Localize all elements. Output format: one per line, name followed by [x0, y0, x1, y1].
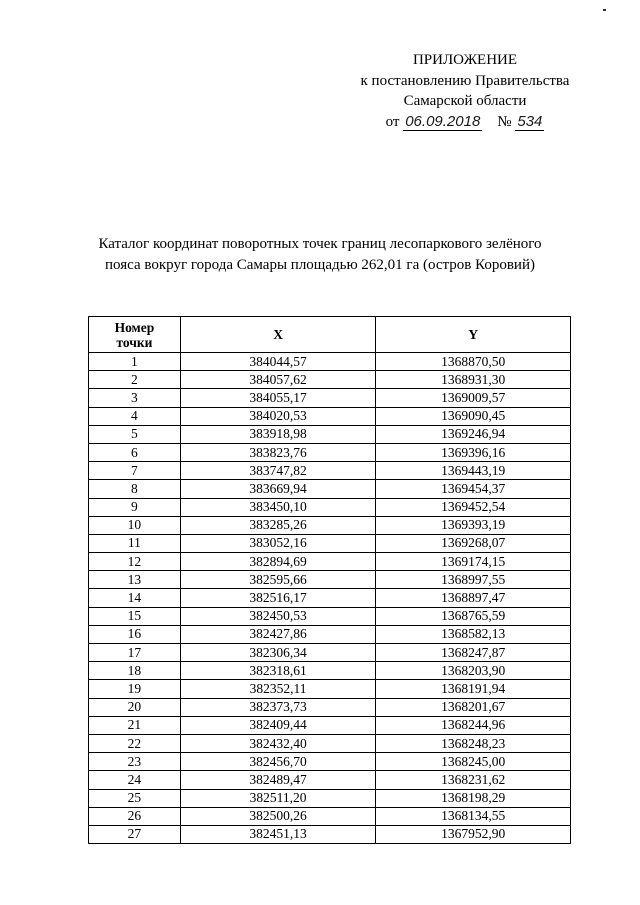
point-number-cell: 4 — [89, 407, 181, 425]
y-coordinate-cell: 1368244,96 — [376, 716, 571, 734]
x-coordinate-cell: 382306,34 — [180, 644, 376, 662]
x-coordinate-cell: 382595,66 — [180, 571, 376, 589]
table-row — [89, 371, 571, 389]
x-coordinate-cell: 382450,53 — [180, 607, 376, 625]
y-coordinate-cell: 1369268,07 — [376, 534, 571, 552]
point-number-cell: 19 — [89, 680, 181, 698]
y-coordinate-cell: 1368134,55 — [376, 807, 571, 825]
y-coordinate-cell: 1369454,37 — [376, 480, 571, 498]
point-number-cell: 1 — [89, 353, 181, 371]
table-row — [89, 443, 571, 461]
y-coordinate-cell: 1368201,67 — [376, 698, 571, 716]
table-row — [89, 553, 571, 571]
table-row — [89, 625, 571, 643]
table-row — [89, 716, 571, 734]
table-row — [89, 734, 571, 752]
header-y: Y — [376, 317, 571, 353]
table-row — [89, 789, 571, 807]
table-row — [89, 571, 571, 589]
x-coordinate-cell: 383052,16 — [180, 534, 376, 552]
header-num-line1: Номер — [114, 319, 155, 335]
x-coordinate-cell: 382500,26 — [180, 807, 376, 825]
y-coordinate-cell: 1368997,55 — [376, 571, 571, 589]
x-coordinate-cell: 383669,94 — [180, 480, 376, 498]
number-prefix: № — [497, 113, 512, 130]
point-number-cell: 23 — [89, 753, 181, 771]
x-coordinate-cell: 382516,17 — [180, 589, 376, 607]
x-coordinate-cell: 382456,70 — [180, 753, 376, 771]
table-row — [89, 480, 571, 498]
point-number-cell: 12 — [89, 553, 181, 571]
x-coordinate-cell: 382894,69 — [180, 553, 376, 571]
y-coordinate-cell: 1368245,00 — [376, 753, 571, 771]
x-coordinate-cell: 382511,20 — [180, 789, 376, 807]
y-coordinate-cell: 1368248,23 — [376, 734, 571, 752]
point-number-cell: 13 — [89, 571, 181, 589]
x-coordinate-cell: 383285,26 — [180, 516, 376, 534]
y-coordinate-cell: 1368897,47 — [376, 589, 571, 607]
point-number-cell: 9 — [89, 498, 181, 516]
table-row — [89, 516, 571, 534]
point-number-cell: 26 — [89, 807, 181, 825]
x-coordinate-cell: 384057,62 — [180, 371, 376, 389]
x-coordinate-cell: 384055,17 — [180, 389, 376, 407]
table-row — [89, 662, 571, 680]
coordinates-table — [88, 316, 571, 844]
y-coordinate-cell: 1369090,45 — [376, 407, 571, 425]
x-coordinate-cell: 384020,53 — [180, 407, 376, 425]
table-row — [89, 807, 571, 825]
table-header-row — [89, 317, 571, 353]
point-number-cell: 20 — [89, 698, 181, 716]
header-num-line2: точки — [116, 334, 153, 350]
table-row — [89, 753, 571, 771]
x-coordinate-cell: 384044,57 — [180, 353, 376, 371]
point-number-cell: 8 — [89, 480, 181, 498]
table-body — [89, 353, 571, 844]
x-coordinate-cell: 382318,61 — [180, 662, 376, 680]
point-number-cell: 16 — [89, 625, 181, 643]
y-coordinate-cell: 1367952,90 — [376, 825, 571, 843]
y-coordinate-cell: 1368765,59 — [376, 607, 571, 625]
point-number-cell: 17 — [89, 644, 181, 662]
x-coordinate-cell: 382489,47 — [180, 771, 376, 789]
x-coordinate-cell: 382432,40 — [180, 734, 376, 752]
y-coordinate-cell: 1368198,29 — [376, 789, 571, 807]
appendix-line-decree: к постановлению Правительства — [360, 72, 570, 89]
table-row — [89, 389, 571, 407]
header-point-number — [89, 317, 181, 353]
x-coordinate-cell: 382352,11 — [180, 680, 376, 698]
point-number-cell: 18 — [89, 662, 181, 680]
x-coordinate-cell: 383918,98 — [180, 425, 376, 443]
x-coordinate-cell: 382409,44 — [180, 716, 376, 734]
table-row — [89, 498, 571, 516]
handwritten-number: 534 — [517, 112, 543, 130]
point-number-cell: 22 — [89, 734, 181, 752]
y-coordinate-cell: 1368247,87 — [376, 644, 571, 662]
point-number-cell: 27 — [89, 825, 181, 843]
table-row — [89, 644, 571, 662]
table-row — [89, 534, 571, 552]
point-number-cell: 3 — [89, 389, 181, 407]
appendix-line-region: Самарской области — [403, 93, 527, 109]
point-number-cell: 7 — [89, 462, 181, 480]
y-coordinate-cell: 1368931,30 — [376, 371, 571, 389]
table-row — [89, 462, 571, 480]
table-row — [89, 353, 571, 371]
point-number-cell: 10 — [89, 516, 181, 534]
table-row — [89, 425, 571, 443]
y-coordinate-cell: 1369452,54 — [376, 498, 571, 516]
point-number-cell: 15 — [89, 607, 181, 625]
y-coordinate-cell: 1368870,50 — [376, 353, 571, 371]
table-row — [89, 825, 571, 843]
table-row — [89, 589, 571, 607]
x-coordinate-cell: 382451,13 — [180, 825, 376, 843]
table-row — [89, 771, 571, 789]
y-coordinate-cell: 1368582,13 — [376, 625, 571, 643]
x-coordinate-cell: 382373,73 — [180, 698, 376, 716]
y-coordinate-cell: 1369246,94 — [376, 425, 571, 443]
table-row — [89, 698, 571, 716]
date-prefix: от — [385, 113, 400, 130]
y-coordinate-cell: 1369396,16 — [376, 443, 571, 461]
title-line-2: пояса вокруг города Самары площадью 262,01 га (остров Коровий) — [105, 257, 535, 273]
point-number-cell: 24 — [89, 771, 181, 789]
y-coordinate-cell: 1369393,19 — [376, 516, 571, 534]
y-coordinate-cell: 1368203,90 — [376, 662, 571, 680]
appendix-label: ПРИЛОЖЕНИЕ — [412, 52, 518, 68]
point-number-cell: 2 — [89, 371, 181, 389]
x-coordinate-cell: 383450,10 — [180, 498, 376, 516]
appendix-date-line — [330, 112, 600, 133]
table-row — [89, 680, 571, 698]
y-coordinate-cell: 1369174,15 — [376, 553, 571, 571]
point-number-cell: 11 — [89, 534, 181, 552]
header-x: X — [180, 317, 376, 353]
y-coordinate-cell: 1368191,94 — [376, 680, 571, 698]
table-row — [89, 607, 571, 625]
table-row — [89, 407, 571, 425]
x-coordinate-cell: 383823,76 — [180, 443, 376, 461]
y-coordinate-cell: 1368231,62 — [376, 771, 571, 789]
scan-speck — [603, 9, 606, 11]
point-number-cell: 5 — [89, 425, 181, 443]
x-coordinate-cell: 382427,86 — [180, 625, 376, 643]
appendix-header — [330, 50, 600, 132]
point-number-cell: 21 — [89, 716, 181, 734]
title-line-1: Каталог координат поворотных точек границ лесопаркового зелёного — [98, 236, 542, 252]
x-coordinate-cell: 383747,82 — [180, 462, 376, 480]
handwritten-date: 06.09.2018 — [405, 112, 481, 130]
point-number-cell: 6 — [89, 443, 181, 461]
y-coordinate-cell: 1369009,57 — [376, 389, 571, 407]
document-title — [80, 234, 560, 276]
point-number-cell: 14 — [89, 589, 181, 607]
point-number-cell: 25 — [89, 789, 181, 807]
y-coordinate-cell: 1369443,19 — [376, 462, 571, 480]
